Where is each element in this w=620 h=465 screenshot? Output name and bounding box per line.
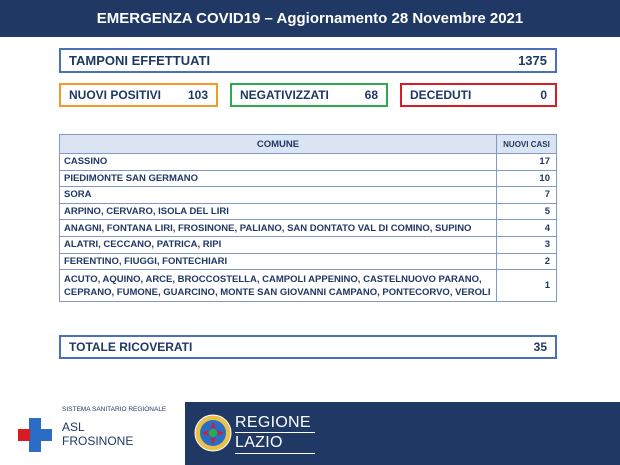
nuovi-casi-cell: 1: [497, 270, 557, 302]
banner-divider: [235, 453, 315, 454]
deceduti-label: DECEDUTI: [410, 88, 472, 102]
negativizzati-value: 68: [364, 88, 378, 102]
totale-ricoverati-value: 35: [533, 340, 547, 354]
regione-lazio-emblem-icon: [193, 413, 233, 453]
medical-cross-icon: [18, 418, 52, 452]
nuovi-casi-cell: 2: [497, 253, 557, 270]
comune-cell-line: ACUTO, AQUINO, ARCE, BROCCOSTELLA, CAMPOLI APPENINO, CASTELNUOVO PARANO,: [64, 273, 482, 285]
comune-cell-line: CEPRANO, FUMONE, GUARCINO, MONTE SAN GIOVANNI CAMPANO, PONTECORVO, VEROLI: [64, 286, 491, 298]
asl-subtitle: SISTEMA SANITARIO REGIONALE: [62, 406, 167, 413]
nuovi-casi-cell: 4: [497, 220, 557, 237]
asl-frosinone-logo: [18, 404, 188, 456]
table-row: [60, 203, 557, 220]
asl-name-line2: FROSINONE: [62, 434, 134, 448]
nuovi-casi-cell: 3: [497, 236, 557, 253]
nuovi-positivi-value: 103: [187, 88, 208, 102]
tamponi-label: TAMPONI EFFETTUATI: [69, 53, 211, 68]
deceduti-box: [400, 83, 557, 107]
comune-cell: ALATRI, CECCANO, PATRICA, RIPI: [60, 236, 497, 253]
comune-cell: PIEDIMONTE SAN GERMANO: [60, 170, 497, 187]
banner-divider: [235, 432, 315, 433]
table-row: [60, 154, 557, 171]
table-row: [60, 220, 557, 237]
table-header-row: [60, 135, 557, 154]
page-header: [0, 0, 620, 37]
negativizzati-box: [230, 83, 388, 107]
regione-lazio-banner: [185, 402, 620, 465]
column-header-nuovi-casi: NUOVI CASI: [497, 135, 557, 154]
comune-cell: ANAGNI, FONTANA LIRI, FROSINONE, PALIANO, SAN DONTATO VAL DI COMINO, SUPINO: [60, 220, 497, 237]
nuovi-casi-cell: 5: [497, 203, 557, 220]
nuovi-positivi-box: [59, 83, 218, 107]
page-title: EMERGENZA COVID19 – Aggiornamento 28 Novembre 2021: [96, 10, 524, 27]
tamponi-box: [59, 48, 557, 73]
nuovi-positivi-label: NUOVI POSITIVI: [69, 88, 162, 102]
nuovi-casi-cell: 7: [497, 187, 557, 204]
table-row: [60, 170, 557, 187]
regione-line1: REGIONE: [235, 414, 311, 431]
comuni-table: [59, 134, 557, 302]
nuovi-casi-cell: 10: [497, 170, 557, 187]
totale-ricoverati-box: [59, 335, 557, 359]
comune-cell: FERENTINO, FIUGGI, FONTECHIARI: [60, 253, 497, 270]
table-row: [60, 187, 557, 204]
column-header-comune: COMUNE: [60, 135, 497, 154]
comune-cell: [60, 270, 497, 302]
deceduti-value: 0: [540, 88, 547, 102]
table-row: [60, 253, 557, 270]
table-row: [60, 236, 557, 253]
tamponi-value: 1375: [518, 53, 547, 68]
totale-ricoverati-label: TOTALE RICOVERATI: [69, 340, 193, 354]
comune-cell: SORA: [60, 187, 497, 204]
comune-cell: ARPINO, CERVARO, ISOLA DEL LIRI: [60, 203, 497, 220]
regione-line2: LAZIO: [235, 434, 283, 451]
nuovi-casi-cell: 17: [497, 154, 557, 171]
table-row: [60, 270, 557, 302]
comune-cell: CASSINO: [60, 154, 497, 171]
asl-name-line1: ASL: [62, 420, 85, 434]
negativizzati-label: NEGATIVIZZATI: [240, 88, 329, 102]
